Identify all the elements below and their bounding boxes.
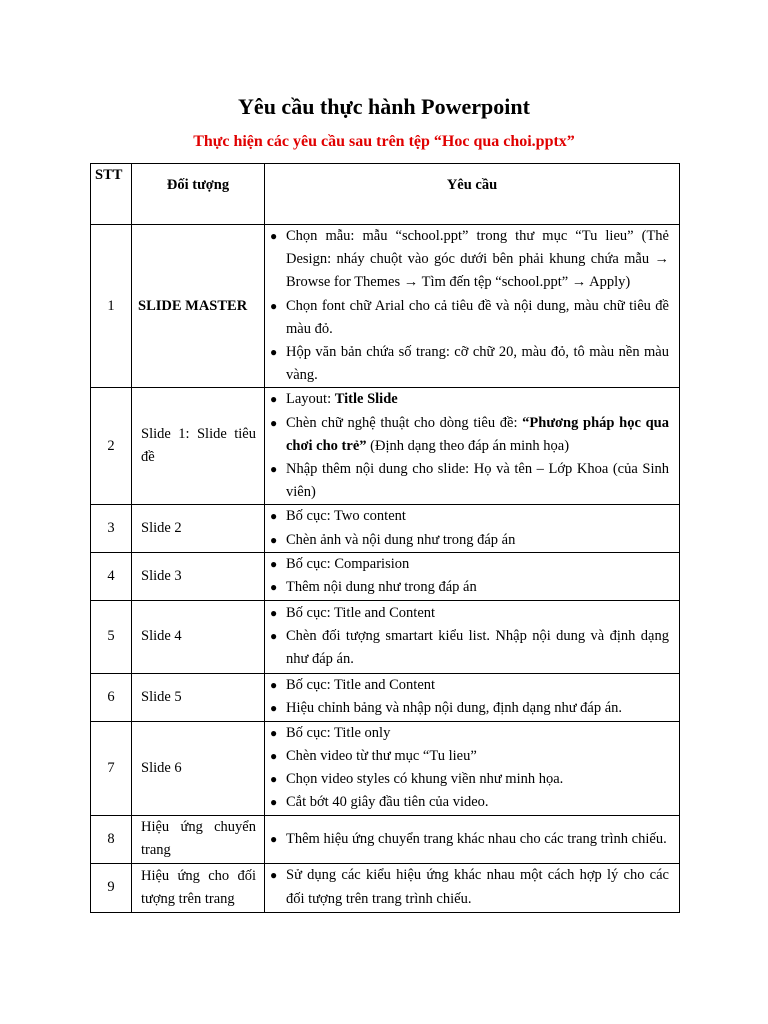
table-row	[91, 815, 680, 863]
row-number: 5	[91, 600, 132, 673]
requirements-table	[90, 163, 680, 913]
row-number: 4	[91, 552, 132, 600]
requirement-list	[265, 505, 669, 551]
requirement-item	[270, 412, 669, 458]
requirement-text: (Định dạng theo đáp án minh họa)	[366, 437, 570, 454]
bullet-icon: ●	[270, 795, 278, 810]
row-requirements	[265, 815, 680, 863]
row-number: 2	[91, 388, 132, 505]
requirement-text: Bố cục: Title only	[286, 724, 391, 741]
requirement-text: Layout:	[286, 391, 335, 408]
requirement-item	[270, 295, 669, 341]
requirement-list	[265, 722, 669, 815]
bullet-icon: ●	[270, 831, 278, 846]
requirement-text: Chèn ảnh và nội dung như trong đáp án	[286, 531, 516, 548]
bullet-icon: ●	[270, 772, 278, 787]
requirement-list	[265, 553, 669, 599]
bullet-icon: ●	[270, 557, 278, 572]
requirement-list	[265, 602, 669, 672]
row-requirements	[265, 863, 680, 912]
requirement-text: Bố cục: Title and Content	[286, 605, 436, 622]
header-stt: STT	[91, 164, 132, 225]
row-object: Hiệu ứng chuyển trang	[132, 815, 265, 863]
requirement-text: Nhập thêm nội dung cho slide: Họ và tên – Lớp Khoa (của Sinh viên)	[286, 461, 669, 501]
requirement-text: Chèn video từ thư mục “Tu lieu”	[286, 748, 477, 765]
requirement-text: Bố cục: Comparision	[286, 556, 410, 573]
header-requirement: Yêu cầu	[265, 164, 680, 225]
requirement-item	[270, 458, 669, 504]
bullet-icon: ●	[270, 725, 278, 740]
row-requirements	[265, 505, 680, 552]
row-requirements	[265, 600, 680, 673]
table-row	[91, 600, 680, 673]
table-row	[91, 225, 680, 388]
requirement-list	[265, 674, 669, 720]
requirement-item	[270, 745, 669, 768]
row-number: 6	[91, 673, 132, 721]
requirement-item	[270, 576, 669, 599]
requirement-text: Bố cục: Title and Content	[286, 677, 436, 694]
row-number: 9	[91, 863, 132, 912]
requirement-item	[270, 864, 669, 910]
row-object: Slide 3	[132, 552, 265, 600]
requirement-item	[270, 791, 669, 814]
table-row	[91, 673, 680, 721]
bullet-icon: ●	[270, 580, 278, 595]
requirement-item	[270, 553, 669, 576]
requirement-item	[270, 505, 669, 528]
requirement-item	[270, 388, 669, 411]
requirement-text: Sử dụng các kiểu hiệu ứng khác nhau một cách hợp lý cho các đối tượng trên trang trình chiếu.	[286, 867, 669, 907]
requirement-text: Chọn font chữ Arial cho cả tiêu đề và nội dung, màu chữ tiêu đề màu đỏ.	[286, 297, 669, 337]
row-object: Slide 4	[132, 600, 265, 673]
row-requirements	[265, 225, 680, 388]
row-number: 1	[91, 225, 132, 388]
requirement-bold-text: Title Slide	[334, 391, 398, 408]
row-object: Slide 5	[132, 673, 265, 721]
table-row	[91, 388, 680, 505]
requirement-list	[265, 225, 669, 387]
document-subtitle: Thực hiện các yêu cầu sau trên tệp “Hoc qua choi.pptx”	[193, 133, 575, 150]
requirement-item	[270, 674, 669, 697]
row-requirements	[265, 552, 680, 600]
bullet-icon: ●	[270, 629, 278, 644]
bullet-icon: ●	[270, 678, 278, 693]
row-object: Slide 6	[132, 721, 265, 815]
row-object: Hiệu ứng cho đối tượng trên trang	[132, 863, 265, 912]
row-object: Slide 1: Slide tiêu đề	[132, 388, 265, 505]
table-header-row	[91, 164, 680, 225]
requirement-text: Hộp văn bản chứa số trang: cỡ chữ 20, màu đỏ, tô màu nền màu vàng.	[286, 344, 669, 384]
bullet-icon: ●	[270, 606, 278, 621]
table-row	[91, 505, 680, 552]
requirement-text: Cắt bớt 40 giây đầu tiên của video.	[286, 794, 489, 811]
bullet-icon: ●	[270, 415, 278, 430]
requirement-list	[265, 388, 669, 504]
requirement-item	[270, 625, 669, 671]
requirement-list	[265, 864, 669, 910]
bullet-icon: ●	[270, 392, 278, 407]
bullet-icon: ●	[270, 701, 278, 716]
bullet-icon: ●	[270, 509, 278, 524]
requirement-item	[270, 697, 669, 720]
requirement-text: Chèn đối tượng smartart kiểu list. Nhập nội dung và định dạng như đáp án.	[286, 628, 669, 668]
bullet-icon: ●	[270, 229, 278, 243]
row-object: Slide 2	[132, 505, 265, 552]
bullet-icon: ●	[270, 462, 278, 477]
bullet-icon: ●	[270, 345, 278, 360]
row-requirements	[265, 388, 680, 505]
bullet-icon: ●	[270, 532, 278, 547]
requirement-text: Thêm hiệu ứng chuyển trang khác nhau cho các trang trình chiếu.	[286, 830, 667, 847]
row-object: SLIDE MASTER	[132, 225, 265, 388]
requirement-item	[270, 341, 669, 387]
row-number: 3	[91, 505, 132, 552]
requirement-bold-text: “Phương pháp học qua chơi cho trẻ”	[286, 414, 669, 454]
table-row	[91, 552, 680, 600]
row-requirements	[265, 721, 680, 815]
bullet-icon: ●	[270, 868, 278, 883]
requirement-text: Hiệu chỉnh bảng và nhập nội dung, định dạng như đáp án.	[286, 700, 623, 717]
requirement-text: Thêm nội dung như trong đáp án	[286, 579, 477, 596]
requirement-text: Chọn mẫu: mẫu “school.ppt” trong thư mục “Tu lieu” (Thẻ Design: nháy chuột vào góc dưới bên phải khung chứa mẫu → Browse for Themes → Tìm đến tệp “school.ppt” → Apply)	[286, 228, 669, 291]
requirement-list	[265, 828, 669, 851]
requirement-item	[270, 722, 669, 745]
header-object: Đối tượng	[132, 164, 265, 225]
row-requirements	[265, 673, 680, 721]
table-body	[91, 225, 680, 913]
document-title: Yêu cầu thực hành Powerpoint	[238, 94, 530, 119]
requirement-item	[270, 225, 669, 295]
row-number: 8	[91, 815, 132, 863]
table-row	[91, 721, 680, 815]
requirement-item	[270, 602, 669, 625]
requirement-item	[270, 529, 669, 552]
bullet-icon: ●	[270, 749, 278, 764]
table-row	[91, 863, 680, 912]
bullet-icon: ●	[270, 298, 278, 313]
requirement-item	[270, 768, 669, 791]
requirement-text: Bố cục: Two content	[286, 508, 406, 525]
requirement-item	[270, 828, 669, 851]
row-number: 7	[91, 721, 132, 815]
requirement-text: Chèn chữ nghệ thuật cho dòng tiêu đề:	[286, 414, 523, 431]
requirement-text: Chọn video styles có khung viền như minh họa.	[286, 771, 564, 788]
